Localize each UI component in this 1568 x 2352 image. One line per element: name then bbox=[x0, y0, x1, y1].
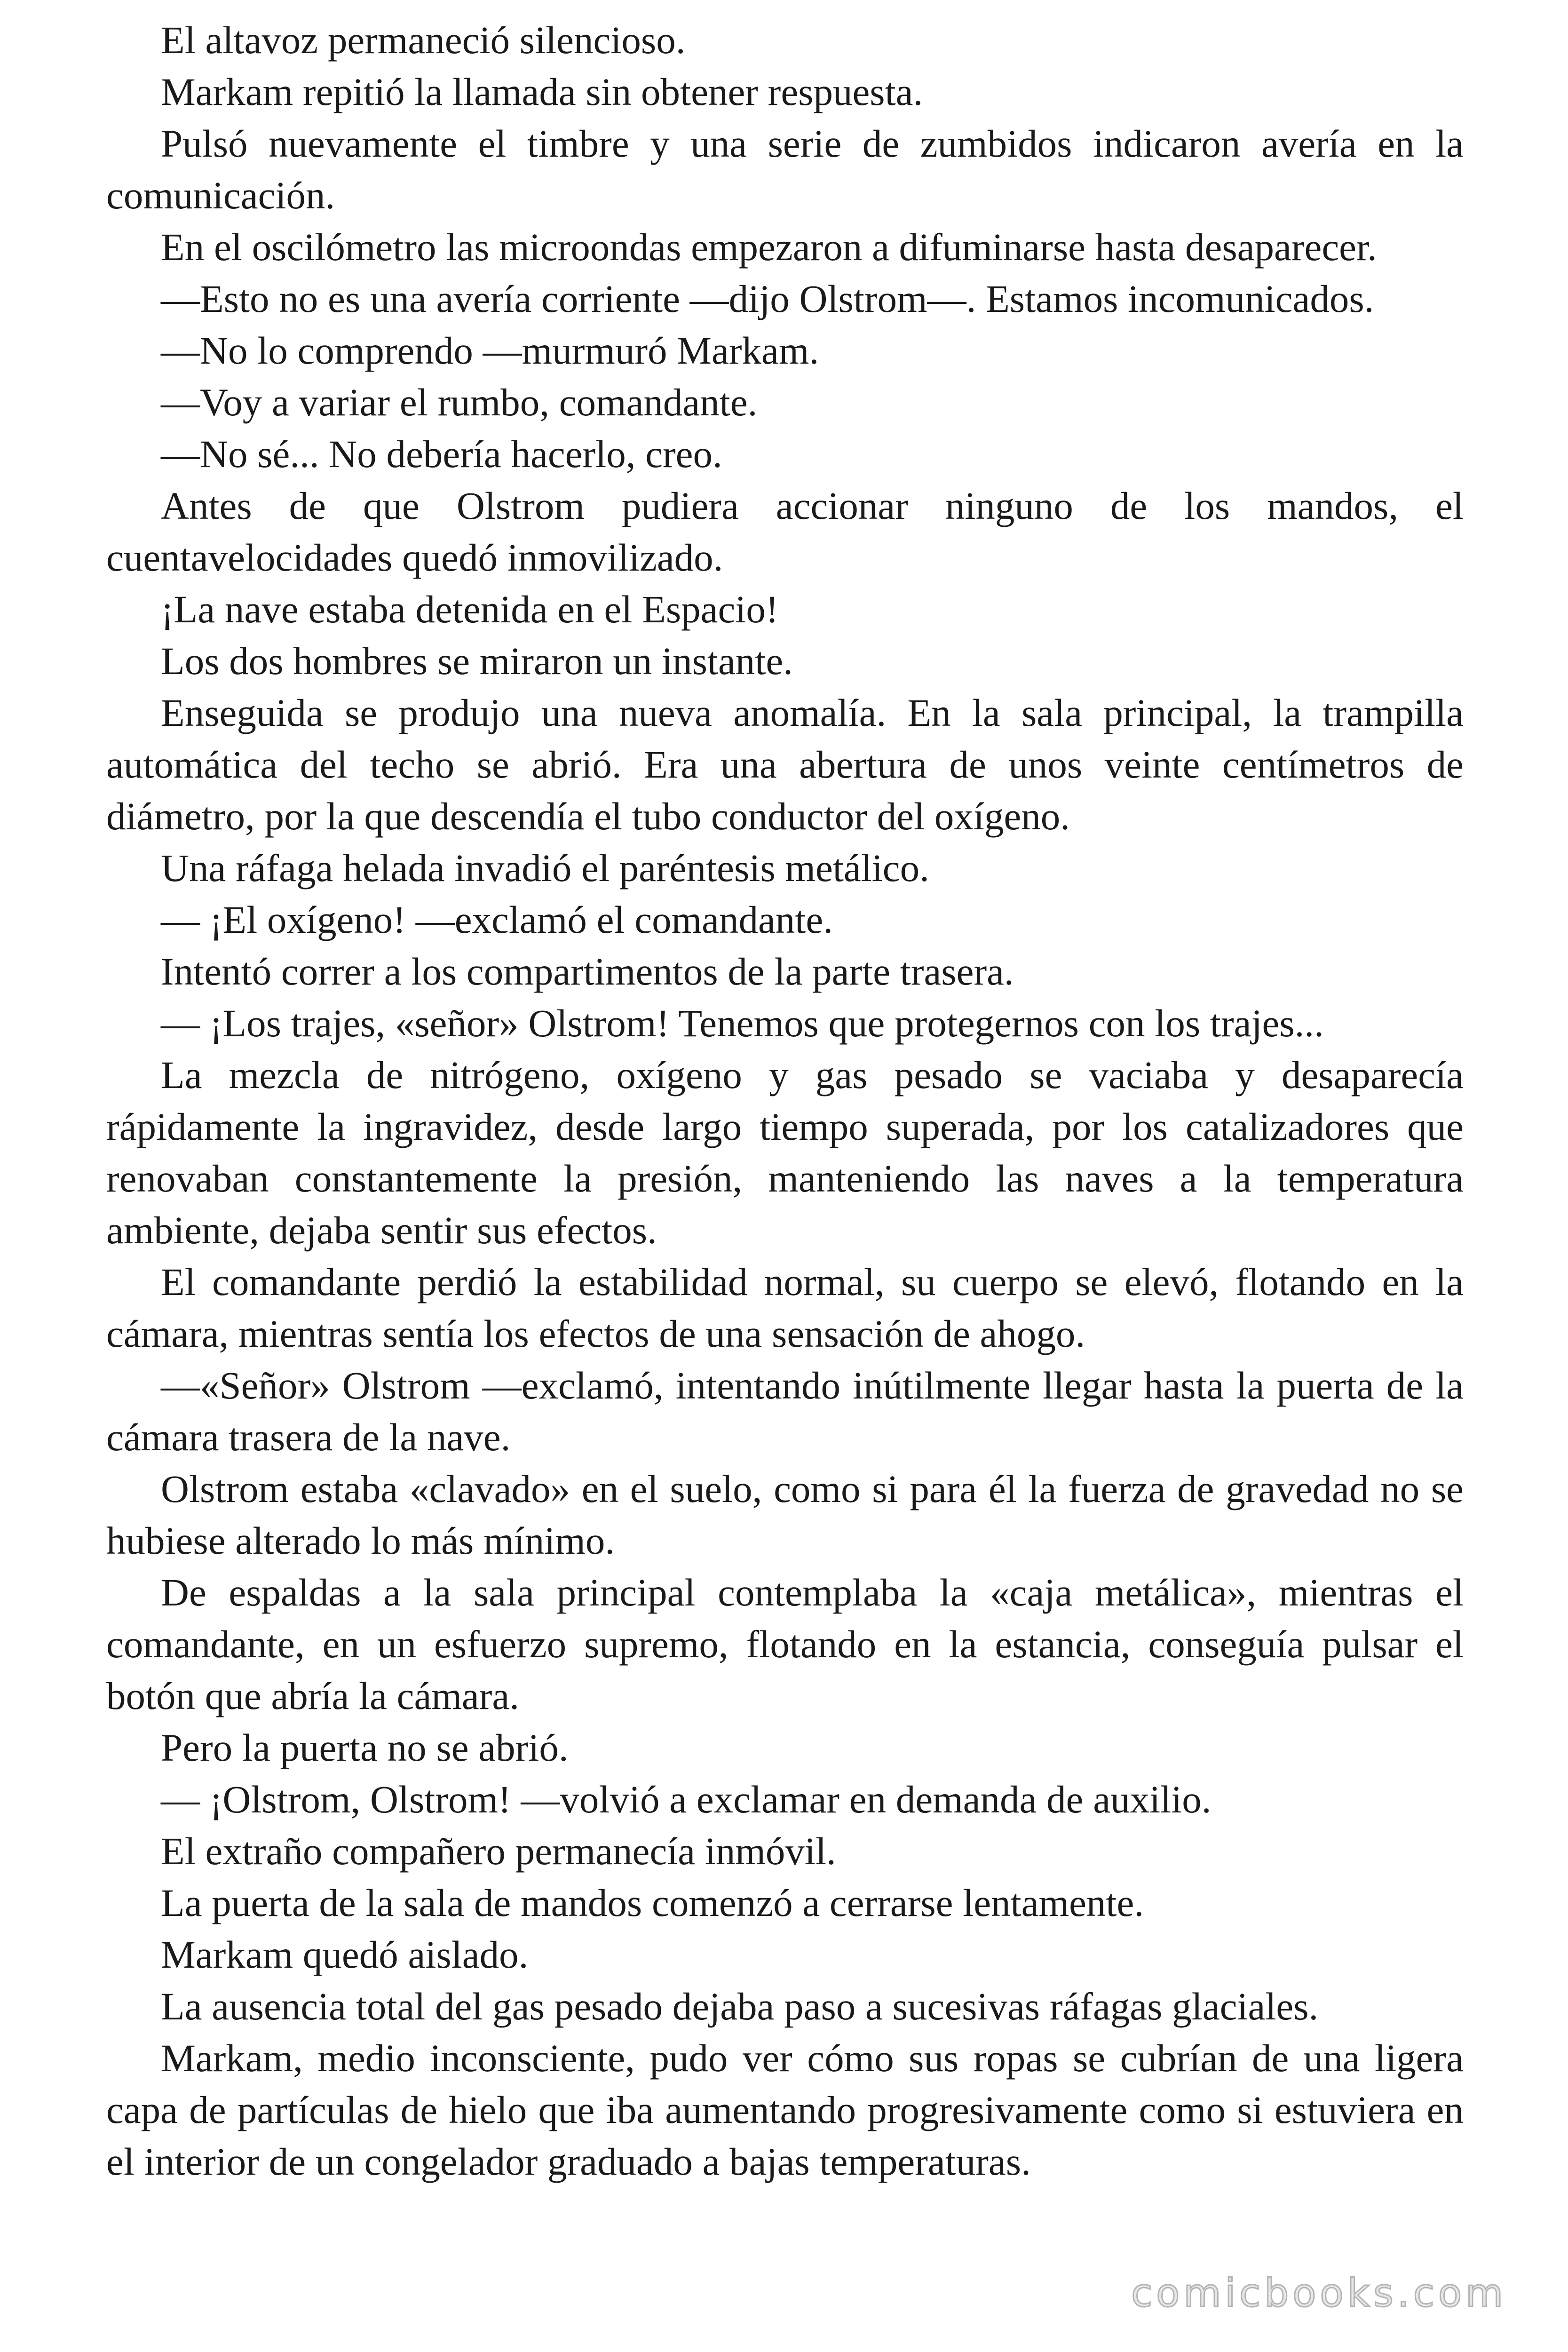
paragraph: Una ráfaga helada invadió el paréntesis metálico. bbox=[161, 846, 929, 890]
watermark: comicbooks.com bbox=[1131, 2271, 1507, 2316]
paragraph: El comandante perdió la estabilidad normal, su cuerpo se elevó, flotando en la cámara, mientras sentía los efectos de una sensación de ahogo. bbox=[106, 1260, 1464, 1355]
paragraph: Markam repitió la llamada sin obtener respuesta. bbox=[161, 70, 923, 113]
paragraph: De espaldas a la sala principal contemplaba la «caja metálica», mientras el comandante, en un esfuerzo supremo, flotando en la estancia, conseguía pulsar el botón que abría la cámara. bbox=[106, 1571, 1464, 1717]
paragraph: Pero la puerta no se abrió. bbox=[161, 1726, 569, 1769]
paragraph: — ¡El oxígeno! —exclamó el comandante. bbox=[161, 898, 833, 941]
book-page bbox=[106, 14, 1464, 2338]
paragraph: El altavoz permaneció silencioso. bbox=[161, 18, 686, 62]
paragraph: La ausencia total del gas pesado dejaba paso a sucesivas ráfagas glaciales. bbox=[161, 1985, 1319, 2028]
paragraph: La mezcla de nitrógeno, oxígeno y gas pesado se vaciaba y desaparecía rápidamente la ingravidez, desde largo tiempo superada, por los catalizadores que renovaban constantemente la presión, manteniendo las naves a la temperatura ambiente, dejaba sentir sus efectos. bbox=[106, 1053, 1464, 1252]
paragraph: En el oscilómetro las microondas empezaron a difuminarse hasta desaparecer. bbox=[161, 225, 1377, 269]
paragraph: —No lo comprendo —murmuró Markam. bbox=[161, 329, 819, 372]
paragraph: Markam, medio inconsciente, pudo ver cómo sus ropas se cubrían de una ligera capa de partículas de hielo que iba aumentando progresivamente como si estuviera en el interior de un congelador graduado a bajas temperaturas. bbox=[106, 2036, 1464, 2183]
paragraph: Intentó correr a los compartimentos de la parte trasera. bbox=[161, 950, 1014, 993]
paragraph: —«Señor» Olstrom —exclamó, intentando inútilmente llegar hasta la puerta de la cámara trasera de la nave. bbox=[106, 1364, 1464, 1459]
paragraph: ¡La nave estaba detenida en el Espacio! bbox=[161, 588, 779, 631]
paragraph: — ¡Los trajes, «señor» Olstrom! Tenemos que protegernos con los trajes... bbox=[161, 1001, 1324, 1045]
paragraph: Los dos hombres se miraron un instante. bbox=[161, 639, 793, 683]
paragraph: El extraño compañero permanecía inmóvil. bbox=[161, 1829, 836, 1873]
paragraph: La puerta de la sala de mandos comenzó a cerrarse lentamente. bbox=[161, 1881, 1144, 1924]
paragraph: — ¡Olstrom, Olstrom! —volvió a exclamar en demanda de auxilio. bbox=[161, 1778, 1212, 1821]
paragraph: Markam quedó aislado. bbox=[161, 1933, 529, 1976]
paragraph: —No sé... No debería hacerlo, creo. bbox=[161, 432, 722, 476]
paragraph: Antes de que Olstrom pudiera accionar ninguno de los mandos, el cuentavelocidades quedó inmovilizado. bbox=[106, 484, 1464, 579]
paragraph: Enseguida se produjo una nueva anomalía. En la sala principal, la trampilla automática del techo se abrió. Era una abertura de unos veinte centímetros de diámetro, por la que descendía el tubo conductor del oxígeno. bbox=[106, 691, 1464, 838]
paragraph: Olstrom estaba «clavado» en el suelo, como si para él la fuerza de gravedad no se hubiese alterado lo más mínimo. bbox=[106, 1467, 1464, 1562]
paragraph: Pulsó nuevamente el timbre y una serie de zumbidos indicaron avería en la comunicación. bbox=[106, 122, 1464, 217]
paragraph: —Voy a variar el rumbo, comandante. bbox=[161, 381, 758, 424]
paragraph: —Esto no es una avería corriente —dijo Olstrom—. Estamos incomunicados. bbox=[161, 277, 1374, 320]
